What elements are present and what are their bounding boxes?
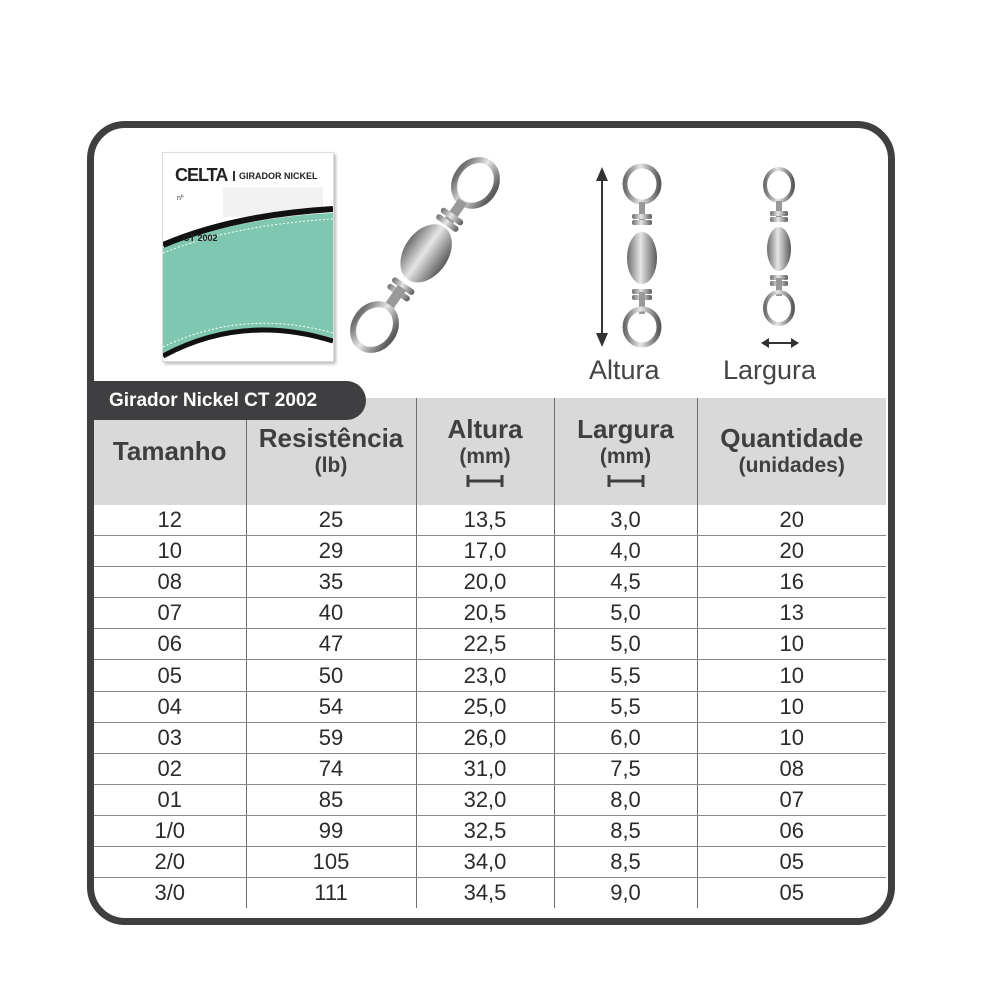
table-cell: 06 (697, 815, 886, 846)
table-cell: 8,5 (554, 815, 697, 846)
width-arrow-icon (760, 335, 800, 351)
brand-logo: CELTA (175, 165, 228, 185)
table-row (94, 784, 886, 815)
table-cell: 20 (697, 505, 886, 536)
table-cell: 05 (697, 878, 886, 909)
table-cell: 06 (94, 629, 246, 660)
table-cell: 8,5 (554, 847, 697, 878)
table-cell: 5,5 (554, 660, 697, 691)
table-cell: 4,0 (554, 536, 697, 567)
table-cell: 3/0 (154, 880, 186, 906)
package-code: CT 2002 (183, 233, 218, 243)
table-cell: 5,0 (554, 629, 697, 660)
table-cell: 3,0 (554, 505, 697, 536)
product-package (162, 152, 334, 362)
table-cell: 111 (246, 878, 416, 909)
table-cell: 10 (697, 691, 886, 722)
table-cell: 04 (94, 691, 246, 722)
table-row (94, 847, 886, 878)
swivel-height-image (615, 162, 675, 352)
table-cell: 02 (94, 753, 246, 784)
table-cell: 34,0 (416, 847, 554, 878)
package-product-name: GIRADOR NICKEL (233, 171, 318, 181)
table-cell: 05 (697, 847, 886, 878)
table-cell: 6,0 (554, 722, 697, 753)
table-cell: 50 (246, 660, 416, 691)
table-cell: 13 (697, 598, 886, 629)
table-cell: 10 (697, 629, 886, 660)
table-cell: 40 (246, 598, 416, 629)
column-header-altura: Altura (mm) (416, 398, 554, 505)
table-row (94, 567, 886, 598)
table-row (94, 878, 886, 909)
table-row (94, 505, 886, 536)
table-cell: 20,0 (416, 567, 554, 598)
table-cell: 10 (697, 722, 886, 753)
table-cell: 5,5 (554, 691, 697, 722)
table-cell: 03 (94, 722, 246, 753)
table-row (94, 629, 886, 660)
column-header-tamanho: Tamanho (94, 398, 246, 505)
table-cell: 34,5 (416, 878, 554, 909)
height-label: Altura (589, 355, 660, 385)
table-row (94, 753, 886, 784)
column-header-quantidade: Quantidade (unidades) (697, 398, 886, 505)
table-cell: 22,5 (416, 629, 554, 660)
table-cell: 32,0 (416, 784, 554, 815)
table-cell: 25,0 (416, 691, 554, 722)
table-cell: 20 (697, 536, 886, 567)
width-label: Largura (723, 355, 817, 385)
table-cell: 1/0 (94, 815, 246, 846)
table-cell: 85 (246, 784, 416, 815)
swivel-large-image (340, 135, 510, 375)
table-cell: 29 (246, 536, 416, 567)
table-cell: 12 (94, 505, 246, 536)
table-cell: 01 (94, 784, 246, 815)
table-cell: 10 (94, 536, 246, 567)
package-number-label: nº (177, 195, 184, 202)
table-title-tab: Girador Nickel CT 2002 (87, 381, 366, 420)
table-cell: 08 (697, 753, 886, 784)
column-header-resistencia: Resistência (lb) (246, 398, 416, 505)
dimension-icon (465, 474, 505, 488)
table-cell: 9,0 (554, 878, 697, 909)
table-cell: 47 (246, 629, 416, 660)
table-cell: 54 (246, 691, 416, 722)
table-cell: 31,0 (416, 753, 554, 784)
table-cell: 32,5 (416, 815, 554, 846)
table-cell: 5,0 (554, 598, 697, 629)
table-cell: 4,5 (554, 567, 697, 598)
table-row (94, 722, 886, 753)
table-cell: 59 (246, 722, 416, 753)
table-cell: 10 (697, 660, 886, 691)
table-cell: 17,0 (416, 536, 554, 567)
table-cell: 07 (94, 598, 246, 629)
table-cell: 25 (246, 505, 416, 536)
column-header-largura: Largura (mm) (554, 398, 697, 505)
table-cell: 13,5 (416, 505, 554, 536)
table-cell: 7,5 (554, 753, 697, 784)
table-cell: 16 (697, 567, 886, 598)
table-row (94, 536, 886, 567)
table-row (94, 815, 886, 846)
table-cell: 105 (246, 847, 416, 878)
table-cell: 8,0 (554, 784, 697, 815)
swivel-width-image (755, 165, 805, 330)
table-cell: 08 (94, 567, 246, 598)
table-row (94, 691, 886, 722)
table-cell: 2/0 (94, 847, 246, 878)
table-cell: 07 (697, 784, 886, 815)
table-cell: 74 (246, 753, 416, 784)
table-cell: 26,0 (416, 722, 554, 753)
table-row (94, 598, 886, 629)
table-cell: 05 (94, 660, 246, 691)
table-cell: 20,5 (416, 598, 554, 629)
dimension-icon (606, 474, 646, 488)
table-cell: 99 (246, 815, 416, 846)
table-cell: 35 (246, 567, 416, 598)
spec-table (94, 398, 886, 908)
table-row (94, 660, 886, 691)
table-cell: 23,0 (416, 660, 554, 691)
